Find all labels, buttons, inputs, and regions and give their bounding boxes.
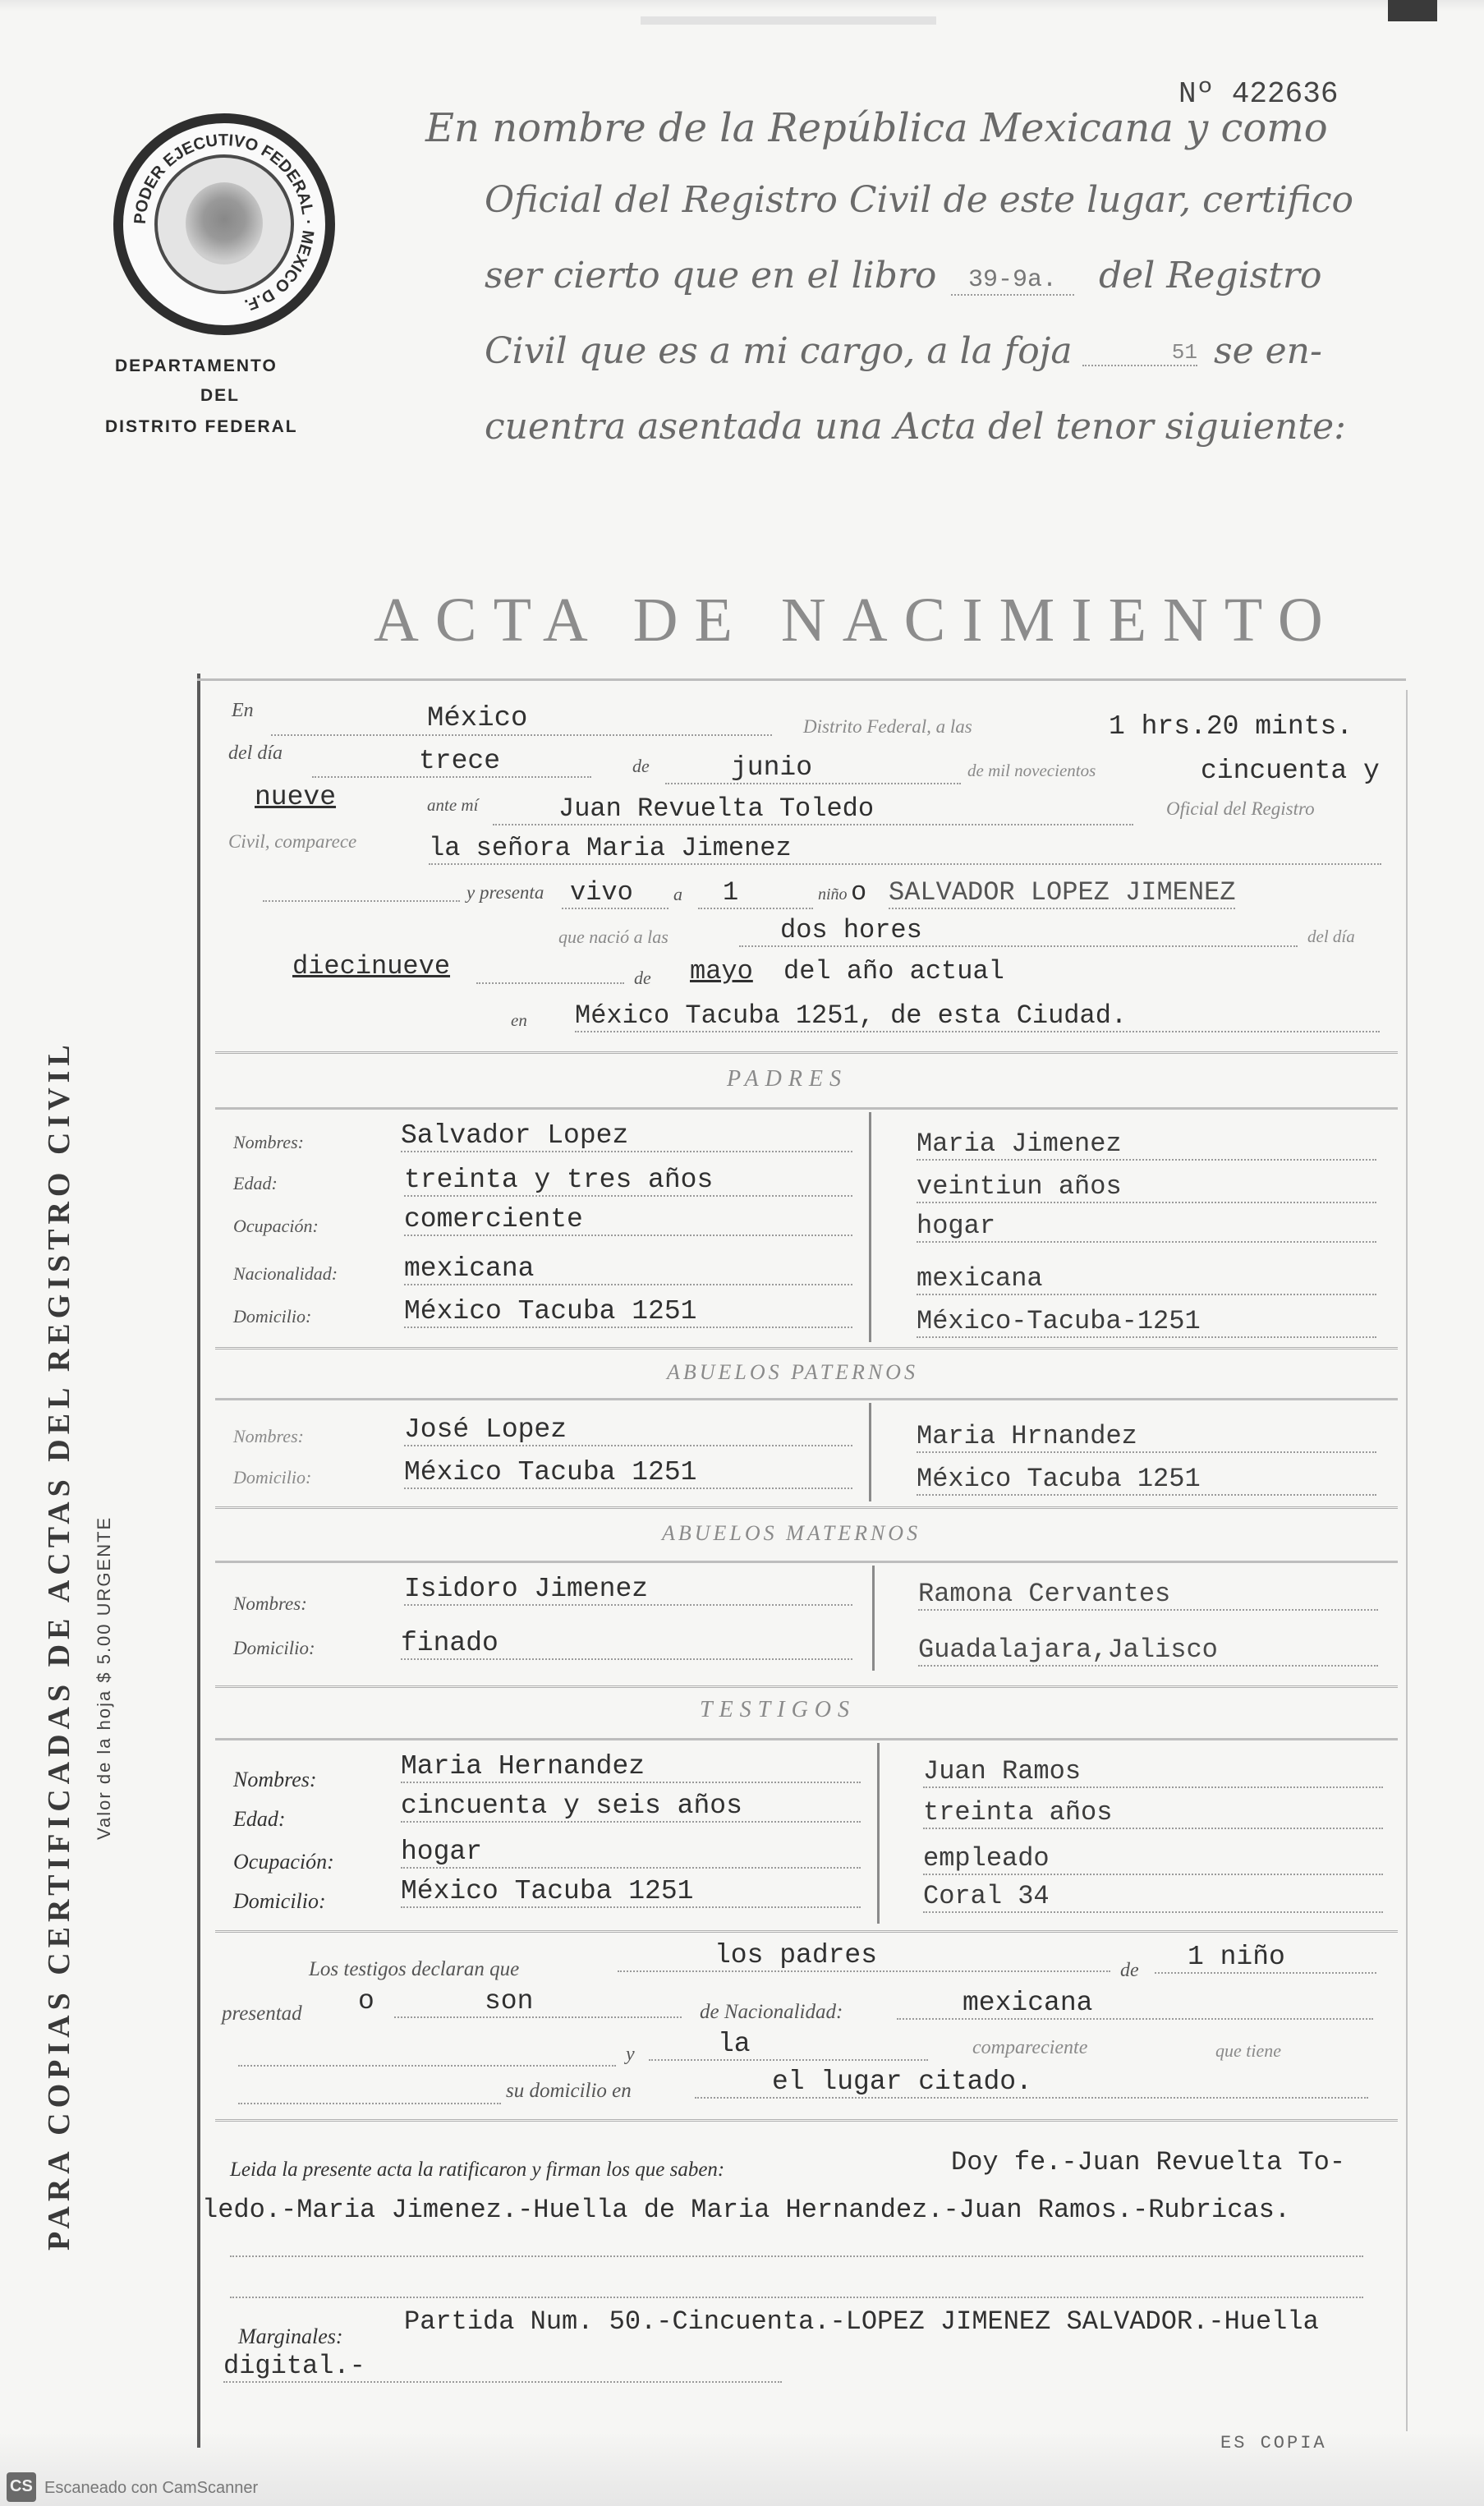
label-oficial: Oficial del Registro	[1166, 798, 1315, 819]
witness-1-address: México Tacuba 1251	[401, 1876, 861, 1908]
padres-label-edad: Edad:	[233, 1173, 278, 1193]
decl-value-1: los padres	[618, 1940, 1110, 1972]
padres-rule	[215, 1107, 1398, 1110]
padres-top-rule	[215, 1051, 1398, 1057]
ratification-blank-line-1	[230, 2251, 1363, 2257]
foja-number: 51	[1082, 340, 1197, 366]
act-count: 1	[698, 877, 813, 909]
padres-label-nombres: Nombres:	[233, 1132, 304, 1152]
paternal-grandmother-address: México Tacuba 1251	[917, 1464, 1376, 1496]
paternal-grandfather-address: México Tacuba 1251	[404, 1457, 852, 1489]
witness-2-occupation: empleado	[923, 1843, 1383, 1875]
mother-nationality: mexicana	[917, 1263, 1376, 1295]
side-text-value: Valor de la hoja $ 5.00 URGENTE	[94, 1515, 114, 1840]
act-child-prefix: o	[851, 877, 867, 908]
scan-top-smudge	[641, 16, 936, 25]
label-de: de	[632, 756, 650, 776]
decl-blank-line-2	[238, 2098, 501, 2104]
witness-1-age: cincuenta y seis años	[401, 1791, 861, 1823]
form-left-border	[197, 674, 200, 2448]
maternal-grandfather-address: finado	[401, 1628, 852, 1660]
side-text-main: PARA COPIAS CERTIFICADAS DE ACTAS DEL REGISTRO CIVIL	[42, 1040, 76, 2251]
paternal-grandfather-name: José Lopez	[404, 1414, 852, 1446]
label-a: a	[673, 884, 682, 904]
marginales-label: Marginales:	[238, 2324, 343, 2348]
seal-text: PODER EJECUTIVO FEDERAL · MEXICO D.F.	[131, 131, 318, 315]
label-de-2: de	[634, 968, 651, 988]
mother-age: veintiun años	[917, 1171, 1376, 1203]
testigos-top-rule	[215, 1685, 1398, 1691]
act-month: junio	[665, 752, 961, 784]
testigos-label-nombres: Nombres:	[233, 1768, 317, 1791]
cert-line-3: ser cierto que en el libro	[485, 255, 937, 297]
mother-address: México-Tacuba-1251	[917, 1306, 1376, 1338]
act-place: México	[271, 703, 772, 736]
ratification-text-1: Doy fe.-Juan Revuelta To-	[951, 2147, 1346, 2177]
decl-label-5: y	[626, 2044, 635, 2065]
ratification-text-2: ledo.-Maria Jimenez.-Huella de Maria Hernandez.-Juan Ramos.-Rubricas.	[202, 2195, 1291, 2225]
act-year-b: nueve	[255, 782, 337, 812]
seal-ring-text	[123, 123, 325, 325]
label-en: En	[232, 700, 254, 721]
father-address: México Tacuba 1251	[404, 1296, 852, 1328]
witness-1-occupation: hogar	[401, 1837, 861, 1869]
witness-2-name: Juan Ramos	[923, 1756, 1383, 1788]
footer-stamp: ES COPIA	[1220, 2433, 1327, 2453]
father-age: treinta y tres años	[404, 1165, 852, 1197]
mother-occupation: hogar	[917, 1211, 1376, 1243]
act-birth-year: del año actual	[783, 956, 1004, 986]
marginales-text-1: Partida Num. 50.-Cincuenta.-LOPEZ JIMENEZ SALVADOR.-Huella	[404, 2306, 1319, 2337]
decl-label-8: su domicilio en	[506, 2080, 632, 2102]
act-blank-line	[263, 895, 460, 902]
paternal-grandmother-name: Maria Hrnandez	[917, 1421, 1376, 1453]
official-seal	[113, 113, 335, 335]
paternos-rule	[215, 1398, 1398, 1400]
svg-text:PODER EJECUTIVO FEDERAL · MEXI	[131, 131, 317, 314]
act-birth-day-line	[476, 977, 624, 984]
ratification-blank-line-2	[230, 2292, 1363, 2298]
mother-name: Maria Jimenez	[917, 1129, 1376, 1161]
act-appearer: la señora Maria Jimenez	[429, 833, 1381, 865]
department-line-3: DISTRITO FEDERAL	[105, 417, 298, 436]
witness-2-age: treinta años	[923, 1797, 1383, 1829]
scan-top-edge	[0, 0, 1484, 11]
label-de-mil: de mil novecientos	[967, 761, 1096, 780]
label-nino: niño	[818, 885, 848, 904]
paternos-heading: ABUELOS PATERNOS	[667, 1360, 918, 1384]
act-vivo: vivo	[562, 877, 668, 909]
book-number: 39-9a.	[951, 266, 1074, 296]
decl-label-7: que tiene	[1215, 2040, 1282, 2061]
ratification-top-rule	[215, 2119, 1398, 2125]
label-del-dia-2: del día	[1307, 927, 1355, 946]
department-line-1: DEPARTAMENTO	[115, 356, 278, 375]
testigos-label-domicilio: Domicilio:	[233, 1889, 326, 1913]
act-birth-day: diecinueve	[292, 951, 451, 982]
paternos-label-nombres: Nombres:	[233, 1426, 304, 1446]
form-top-border	[197, 678, 1406, 681]
act-child-name: SALVADOR LOPEZ JIMENEZ	[889, 877, 1236, 908]
padres-label-domicilio: Domicilio:	[233, 1306, 312, 1327]
father-name: Salvador Lopez	[401, 1120, 852, 1152]
padres-heading: PADRES	[727, 1066, 848, 1092]
label-en-2: en	[511, 1010, 527, 1030]
camscanner-logo-text: CS	[10, 2477, 33, 2495]
maternos-label-nombres: Nombres:	[233, 1593, 307, 1614]
cert-line-3-suffix: del Registro	[1099, 255, 1322, 297]
document-title: ACTA DE NACIMIENTO	[374, 586, 1339, 655]
maternos-label-domicilio: Domicilio:	[233, 1638, 315, 1658]
label-ante-mi: ante mí	[427, 795, 479, 815]
maternos-heading: ABUELOS MATERNOS	[662, 1521, 921, 1545]
decl-blank-line	[238, 2060, 616, 2067]
paternos-label-domicilio: Domicilio:	[233, 1467, 312, 1488]
witness-1-name: Maria Hernandez	[401, 1751, 861, 1783]
decl-value-6: la	[649, 2029, 928, 2061]
scan-corner-block	[1388, 0, 1437, 21]
padres-label-nacionalidad: Nacionalidad:	[233, 1263, 338, 1284]
maternal-grandmother-address: Guadalajara,Jalisco	[918, 1635, 1378, 1667]
label-presenta: y presenta	[466, 882, 544, 903]
testigos-heading: TESTIGOS	[700, 1697, 857, 1722]
cert-line-5: cuentra asentada una Acta del tenor siguiente:	[485, 406, 1346, 448]
decl-label-3: presentad	[222, 2003, 302, 2025]
testigos-divider	[877, 1743, 880, 1924]
testigos-rule	[215, 1738, 1398, 1740]
act-birth-time: dos hores	[739, 915, 1298, 947]
maternal-grandfather-name: Isidoro Jimenez	[404, 1574, 852, 1606]
act-year-a: cincuenta y	[1201, 756, 1380, 786]
decl-value-4: son	[394, 1986, 682, 2018]
cert-line-4: Civil que es a mi cargo, a la foja	[485, 330, 1073, 372]
label-civil-comparece: Civil, comparece	[228, 831, 357, 852]
padres-divider	[869, 1112, 871, 1342]
decl-value-5: mexicana	[897, 1988, 1373, 2020]
form-right-border	[1406, 690, 1408, 2431]
act-birth-month: mayo	[690, 956, 753, 986]
act-day: trece	[312, 746, 591, 778]
declaration-top-rule	[215, 1930, 1398, 1936]
witness-2-address: Coral 34	[923, 1881, 1383, 1913]
decl-value-2: 1 niño	[1155, 1942, 1376, 1974]
act-birth-place: México Tacuba 1251, de esta Ciudad.	[575, 1000, 1380, 1032]
testigos-label-ocupacion: Ocupación:	[233, 1850, 334, 1874]
decl-label-2: de	[1120, 1960, 1139, 1981]
paternos-top-rule	[215, 1347, 1398, 1353]
ratification-label: Leida la presente acta la ratificaron y firman los que saben:	[230, 2159, 725, 2181]
decl-value-7: el lugar citado.	[695, 2067, 1368, 2099]
decl-value-3: o	[358, 1986, 374, 2016]
decl-label-6: compareciente	[972, 2037, 1088, 2058]
marginales-text-2: digital.-	[223, 2351, 782, 2383]
label-que-nacio: que nació a las	[558, 927, 668, 947]
scanner-footer: Escaneado con CamScanner	[44, 2479, 259, 2497]
label-del-dia: del día	[228, 743, 283, 764]
department-line-2: DEL	[200, 386, 240, 405]
maternos-divider	[872, 1566, 875, 1671]
testigos-label-edad: Edad:	[233, 1807, 286, 1831]
act-official: Juan Revuelta Toledo	[493, 793, 1133, 825]
decl-label-4: de Nacionalidad:	[700, 2001, 843, 2023]
label-distrito: Distrito Federal, a las	[803, 716, 972, 737]
maternos-top-rule	[215, 1506, 1398, 1512]
cert-line-2: Oficial del Registro Civil de este lugar, certifico	[485, 179, 1354, 221]
act-time: 1 hrs.20 mints.	[1109, 711, 1353, 742]
cert-line-1: En nombre de la República Mexicana y como	[425, 105, 1328, 151]
maternal-grandmother-name: Ramona Cervantes	[918, 1579, 1378, 1611]
padres-label-ocupacion: Ocupación:	[233, 1216, 319, 1236]
cert-line-4-suffix: se en-	[1214, 330, 1322, 372]
paternos-divider	[869, 1403, 871, 1501]
decl-label-1: Los testigos declaran que	[309, 1958, 520, 1980]
father-occupation: comerciente	[404, 1204, 852, 1236]
father-nationality: mexicana	[404, 1253, 852, 1285]
serial-number: Nº 422636	[1178, 77, 1339, 111]
camscanner-logo-icon	[7, 2472, 36, 2502]
maternos-rule	[215, 1561, 1398, 1563]
